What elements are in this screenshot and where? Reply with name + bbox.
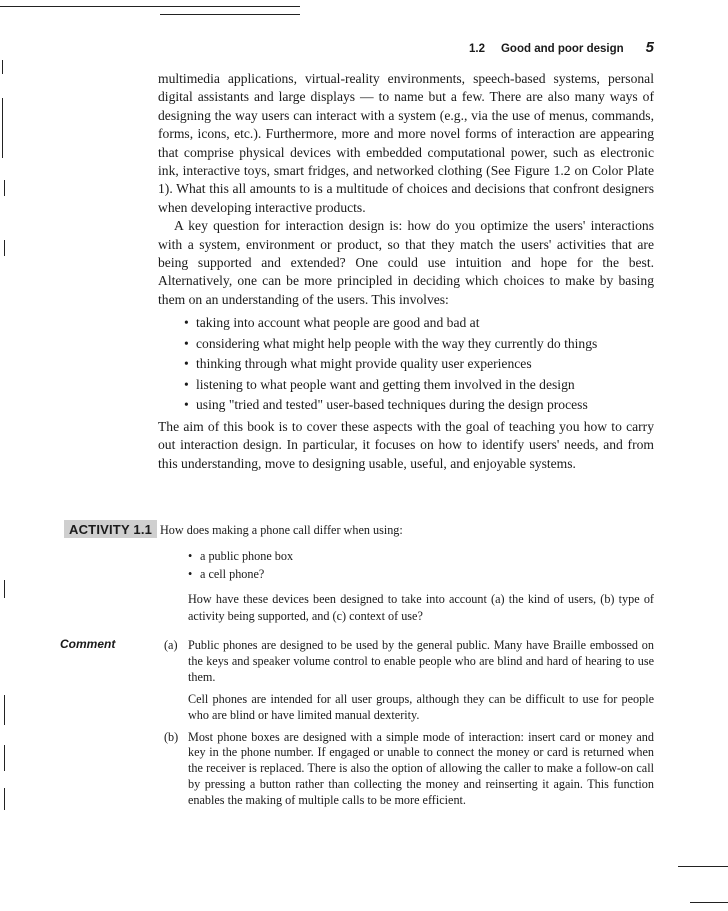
scan-margin-mark — [4, 180, 5, 196]
list-item: • listening to what people want and getting them involved in the design — [184, 375, 654, 396]
activity-block — [160, 522, 654, 624]
scan-edge-bottom — [690, 902, 728, 903]
activity-question: How does making a phone call differ when using: — [160, 523, 403, 537]
scan-edge-top — [0, 6, 300, 7]
section-number: 1.2 — [468, 43, 485, 55]
paragraph-3: The aim of this book is to cover these aspects with the goal of teaching you how to carry out interaction design. In particular, it focuses on how to identify users' needs, and from this understanding, move to designing usable, useful, and enjoyable systems. — [158, 418, 654, 471]
section-title: Good and poor design — [500, 43, 624, 55]
comment-item — [164, 638, 654, 730]
scan-margin-mark — [4, 240, 5, 256]
running-header — [469, 39, 654, 56]
comment-label: Comment — [60, 637, 116, 651]
scan-edge-bottom — [678, 866, 728, 867]
activity-bullet-list — [160, 548, 654, 583]
comment-item — [164, 730, 654, 816]
comment-item-text — [188, 730, 654, 816]
list-item: • a public phone box — [188, 548, 654, 566]
scan-margin-mark — [4, 580, 5, 598]
activity-question-2: How have these devices been designed to take into account (a) the kind of users, (b) type of activity being supported, and (c) context of use? — [188, 592, 654, 623]
comment-paragraph: Most phone boxes are designed with a simple mode of interaction: insert card or money and key in the phone number. If engaged or unable to connect the money or card is returned when the receiver is replaced. There is also the option of allowing the caller to make a follow-on call by pressing a button rather than collecting the money and reinserting it again. This function enables the making of multiple calls to be more efficient. — [188, 729, 654, 808]
list-item: • a cell phone? — [188, 566, 654, 584]
scan-margin-mark — [2, 60, 3, 74]
comment-block — [164, 638, 654, 815]
page-number: 5 — [645, 39, 654, 56]
list-item: • thinking through what might provide quality user experiences — [184, 354, 654, 375]
comment-item-text — [188, 638, 654, 730]
scan-margin-mark — [4, 695, 5, 725]
body-text — [158, 70, 654, 473]
activity-label: ACTIVITY 1.1 — [64, 520, 157, 538]
scan-edge-top-2 — [160, 14, 300, 15]
comment-paragraph: Public phones are designed to be used by the general public. Many have Braille embossed on the keys and speaker volume control to enable people who are blind and hard of hearing to use them. — [188, 638, 654, 684]
list-item: • considering what might help people with the way they currently do things — [184, 334, 654, 355]
bullet-list — [158, 313, 654, 416]
paragraph-1: multimedia applications, virtual-reality environments, speech-based systems, personal digital assistants and large displays — to name but a few. There are also many ways of designing the way users can interact with a system (e.g., via the use of menus, commands, forms, icons, etc.). Furthermore, more and more novel forms of interaction are appearing that comprise physical devices with embedded computational power, such as electronic ink, interactive toys, smart fridges, and networked clothing (See Figure 1.2 on Color Plate 1). What this all amounts to is a multitude of choices and decisions that confront designers when developing interactive products. — [158, 71, 654, 215]
comment-paragraph: Cell phones are intended for all user groups, although they can be difficult to use for people who are blind or have limited manual dexterity. — [188, 691, 654, 722]
scan-margin-mark — [4, 788, 5, 810]
list-item: • taking into account what people are good and bad at — [184, 313, 654, 334]
comment-item-label: (a) — [164, 638, 178, 652]
comment-item-label: (b) — [164, 729, 179, 744]
paragraph-2: A key question for interaction design is: how do you optimize the users' interactions with a system, environment or product, so that they match the users' activities that are being supported and extended? One could use intuition and hope for the best. Alternatively, one can be more principled in deciding which choices to make by basing them on an understanding of the users. This involves: — [158, 218, 654, 307]
list-item: • using "tried and tested" user-based techniques during the design process — [184, 395, 654, 416]
scan-margin-mark — [4, 745, 5, 771]
scan-margin-mark — [2, 98, 3, 158]
